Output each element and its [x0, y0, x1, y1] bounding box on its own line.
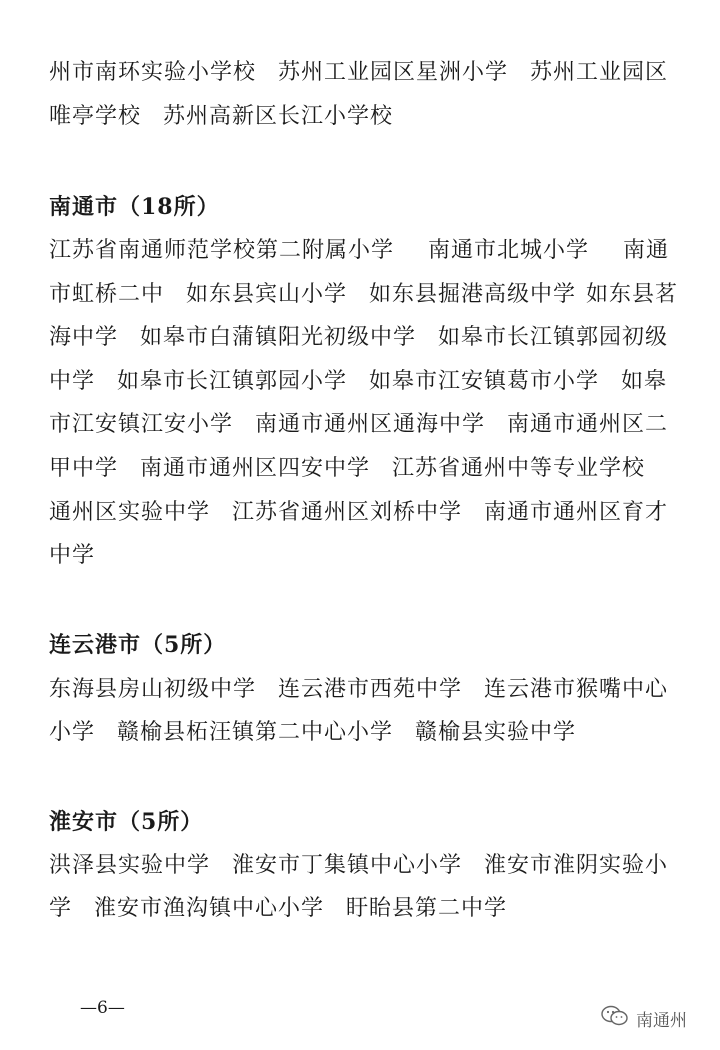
text-line [49, 675, 689, 705]
school-name: 淮安市渔沟镇中心小学 [94, 896, 325, 921]
school-name: 赣榆县柘汪镇第二中心小学 [117, 720, 394, 745]
school-name: 南通市通州区二 [507, 412, 669, 437]
school-name: 甲中学 [49, 456, 119, 481]
section-heading-nantong: 南通市（18所） [49, 194, 220, 220]
school-name: 连云港市西苑中学 [278, 677, 463, 702]
school-name: 中学 [49, 369, 96, 394]
school-name: 淮安市丁集镇中心小学 [232, 853, 463, 878]
school-name: 盱眙县第二中学 [346, 896, 508, 921]
school-name: 市江安镇江安小学 [49, 412, 234, 437]
school-name: 东海县房山初级中学 [49, 677, 257, 702]
text-line [49, 323, 689, 353]
school-name: 江苏省南通师范学校第二附属小学 [49, 238, 395, 263]
school-name: 如皋市长江镇郭园初级 [438, 325, 669, 350]
text-line [49, 454, 689, 484]
text-line [49, 718, 689, 748]
school-name: 如皋市江安镇葛市小学 [369, 369, 600, 394]
text-line [49, 541, 689, 571]
school-name: 海中学 [49, 325, 119, 350]
watermark-text: 南通州 [636, 1010, 687, 1031]
school-name: 苏州高新区长江小学校 [163, 104, 394, 129]
school-name: 如皋 [621, 369, 668, 394]
watermark [600, 1004, 687, 1032]
school-name: 苏州工业园区 [530, 60, 669, 85]
text-line [49, 498, 689, 528]
text-line [49, 280, 689, 310]
school-name: 州市南环实验小学校 [49, 60, 257, 85]
school-name: 洪泽县实验中学 [49, 853, 211, 878]
school-name: 江苏省通州中等专业学校 [392, 456, 646, 481]
section-heading-huaian: 淮安市（5所） [49, 809, 204, 835]
school-name: 唯亭学校 [49, 104, 142, 129]
text-line [49, 410, 689, 440]
school-name: 南通市通州区通海中学 [255, 412, 486, 437]
page-number: —6— [80, 998, 125, 1018]
school-name: 江苏省通州区刘桥中学 [232, 500, 463, 525]
section-heading-lianyungang: 连云港市（5所） [49, 632, 227, 658]
school-name: 南通 [623, 238, 670, 263]
text-line [49, 894, 689, 924]
school-name: 连云港市猴嘴中心 [484, 677, 669, 702]
text-line [49, 102, 689, 132]
text-line [49, 367, 689, 397]
school-name: 如皋市长江镇郭园小学 [117, 369, 348, 394]
school-name: 如东县掘港高级中学 [369, 282, 577, 307]
school-name: 通州区实验中学 [49, 500, 211, 525]
school-name: 中学 [49, 543, 96, 568]
school-name: 赣榆县实验中学 [415, 720, 577, 745]
wechat-icon [600, 1004, 630, 1033]
school-name: 如皋市白蒲镇阳光初级中学 [140, 325, 417, 350]
school-name: 苏州工业园区星洲小学 [278, 60, 509, 85]
text-line [49, 58, 689, 88]
school-name: 学 [49, 896, 73, 921]
school-name: 南通市通州区四安中学 [140, 456, 371, 481]
school-name: 如东县茗 [586, 282, 679, 307]
school-name: 南通市北城小学 [428, 238, 590, 263]
text-line [49, 236, 689, 266]
school-name: 淮安市淮阴实验小 [484, 853, 669, 878]
school-name: 如东县宾山小学 [186, 282, 348, 307]
text-line [49, 851, 689, 881]
school-name: 市虹桥二中 [49, 282, 165, 307]
school-name: 南通市通州区育才 [484, 500, 669, 525]
school-name: 小学 [49, 720, 96, 745]
